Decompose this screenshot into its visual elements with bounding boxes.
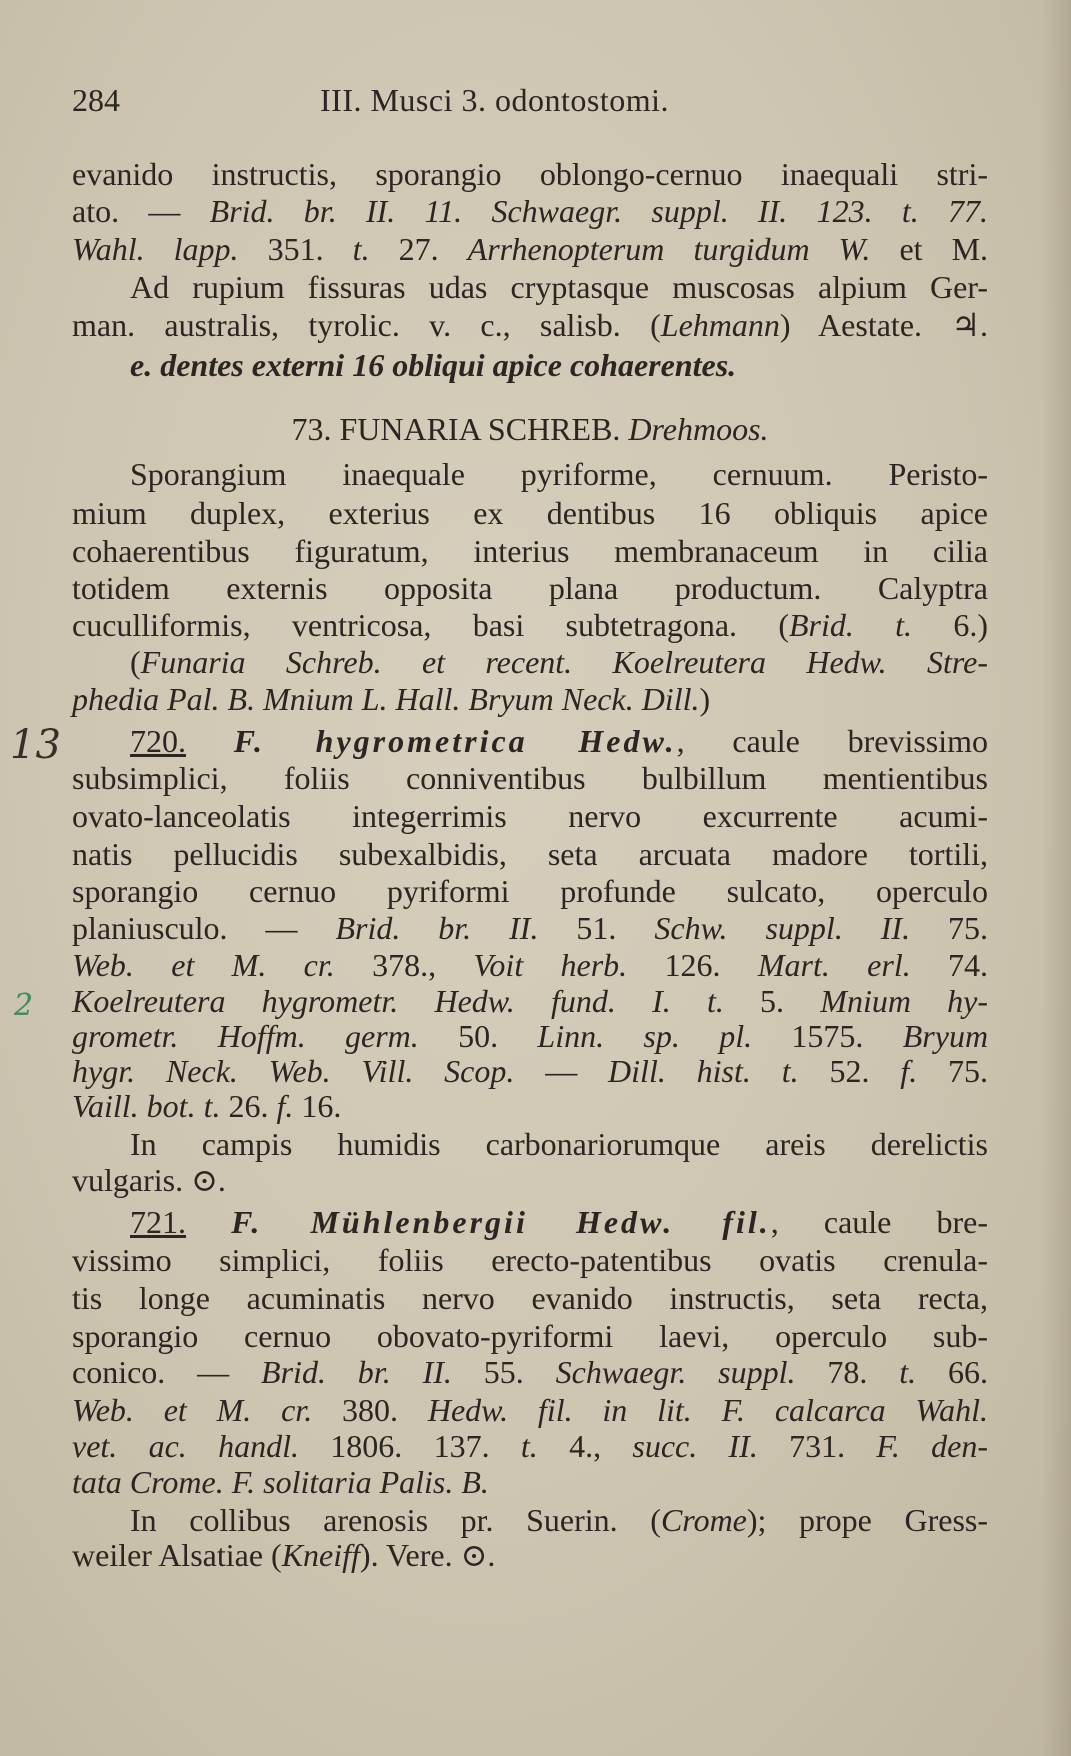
text-line bbox=[72, 1316, 988, 1356]
text-line bbox=[130, 721, 988, 761]
text-line bbox=[72, 1240, 988, 1280]
text-line bbox=[72, 229, 988, 269]
text-run bbox=[186, 1204, 231, 1240]
text-line bbox=[72, 191, 988, 231]
text-line bbox=[130, 345, 988, 385]
text-run: Dill. hist. t. bbox=[608, 1053, 799, 1089]
text-run: ); prope Gress- bbox=[746, 1502, 989, 1538]
text-line bbox=[72, 679, 988, 719]
text-run: hygr. Neck. Web. Vill. Scop. bbox=[72, 1053, 515, 1089]
text-run: In campis humidis carbonariorumque areis derelictis bbox=[130, 1126, 988, 1162]
text-line bbox=[72, 834, 988, 874]
text-run: man. australis, tyrolic. v. c., salisb. ( bbox=[72, 307, 661, 343]
text-run: ) Aestate. ♃. bbox=[779, 307, 989, 343]
text-run: 4., bbox=[537, 1428, 633, 1464]
text-run: 1575. bbox=[752, 1018, 903, 1054]
text-run: 6.) bbox=[912, 607, 989, 643]
text-run: vet. ac. handl. bbox=[72, 1428, 299, 1464]
text-line bbox=[72, 871, 988, 911]
text-run: 1806. 137. bbox=[298, 1428, 521, 1464]
text-run: evanido instructis, sporangio oblongo-cernuo inaequali stri- bbox=[72, 156, 988, 192]
text-line bbox=[72, 945, 988, 985]
text-run: Drehmoos. bbox=[628, 411, 769, 447]
species-number: 721. bbox=[130, 1204, 186, 1240]
text-line bbox=[72, 1016, 988, 1056]
text-run: 74. bbox=[910, 947, 989, 983]
text-run: Wahl. lapp. bbox=[72, 231, 239, 267]
text-run: planiusculo. — bbox=[72, 910, 336, 946]
text-run: weiler Alsatiae ( bbox=[72, 1537, 282, 1573]
text-run: Crome bbox=[660, 1502, 747, 1538]
text-run: Brid. br. II. bbox=[261, 1354, 452, 1390]
text-run: Brid. br. II. bbox=[335, 910, 539, 946]
text-run: 75. bbox=[910, 910, 989, 946]
text-run: cohaerentibus figuratum, interius membranaceum in cilia bbox=[72, 533, 988, 569]
text-run: sporangio cernuo pyriformi profunde sulcato, operculo bbox=[72, 873, 988, 909]
text-run: 380. bbox=[312, 1392, 428, 1428]
text-line bbox=[72, 493, 988, 533]
text-line bbox=[130, 267, 988, 307]
text-line bbox=[72, 154, 988, 194]
text-run: Kneiff bbox=[281, 1537, 360, 1573]
text-run: , caule brevissimo bbox=[676, 723, 989, 759]
text-run: Arrhenopterum turgidum W. bbox=[467, 231, 871, 267]
text-line bbox=[130, 454, 988, 494]
page-edge-shadow bbox=[1041, 0, 1071, 1756]
page-number: 284 bbox=[72, 82, 120, 118]
text-run: vissimo simplici, foliis erecto-patentibus ovatis crenula- bbox=[72, 1242, 988, 1278]
text-run: 66. bbox=[916, 1354, 989, 1390]
text-run: Schwaegr. suppl. bbox=[555, 1354, 796, 1390]
text-run: ato. — bbox=[72, 193, 210, 229]
text-run: 351. bbox=[238, 231, 353, 267]
handwritten-margin-note: 13 bbox=[10, 722, 61, 768]
text-run: Brid. br. II. 11. Schwaegr. suppl. II. 123. t. 77. bbox=[209, 193, 989, 229]
text-run: f. bbox=[276, 1088, 294, 1124]
text-run: t. bbox=[520, 1428, 538, 1464]
text-line bbox=[72, 409, 988, 449]
text-line bbox=[72, 605, 988, 645]
text-run: subsimplici, foliis conniventibus bulbillum mentientibus bbox=[72, 760, 988, 796]
text-run: t. bbox=[899, 1354, 917, 1390]
text-line bbox=[72, 305, 988, 345]
text-run: In collibus arenosis pr. Suerin. ( bbox=[130, 1502, 661, 1538]
text-run: 51. bbox=[538, 910, 655, 946]
text-line bbox=[72, 758, 988, 798]
text-line bbox=[72, 1160, 988, 1200]
text-run: tis longe acuminatis nervo evanido instructis, seta recta, bbox=[72, 1280, 988, 1316]
text-run: Sporangium inaequale pyriforme, cernuum. Peristo- bbox=[130, 456, 988, 492]
text-line bbox=[72, 1051, 988, 1091]
text-run: Schw. suppl. II. bbox=[654, 910, 911, 946]
text-run: Ad rupium fissuras udas cryptasque muscosas alpium Ger- bbox=[130, 269, 988, 305]
text-line bbox=[72, 1426, 988, 1466]
text-run: Web. et M. cr. bbox=[72, 1392, 313, 1428]
text-run: totidem externis opposita plana productum. Calyptra bbox=[72, 570, 988, 606]
text-run: 52. bbox=[798, 1053, 901, 1089]
text-run: , caule bre- bbox=[770, 1204, 989, 1240]
text-run: — bbox=[514, 1053, 609, 1089]
text-line bbox=[72, 796, 988, 836]
text-run: Hedw. fil. in lit. F. calcarca Wahl. bbox=[427, 1392, 989, 1428]
text-line bbox=[72, 1086, 988, 1126]
text-run: 55. bbox=[451, 1354, 556, 1390]
text-run: Bryum bbox=[902, 1018, 989, 1054]
text-line bbox=[130, 1124, 988, 1164]
text-run: ovato-lanceolatis integerrimis nervo excurrente acumi- bbox=[72, 798, 988, 834]
text-line bbox=[72, 568, 988, 608]
text-run: 75. bbox=[917, 1053, 989, 1089]
text-run: Funaria Schreb. et recent. Koelreutera Hedw. Stre- bbox=[140, 644, 988, 680]
text-run: sporangio cernuo obovato-pyriformi laevi, operculo sub- bbox=[72, 1318, 988, 1354]
handwritten-margin-note-green: 2 bbox=[14, 988, 34, 1023]
text-run: ( bbox=[130, 644, 141, 680]
text-run: phedia Pal. B. Mnium L. Hall. Bryum Neck. Dill. bbox=[72, 681, 700, 717]
text-run: 78. bbox=[795, 1354, 900, 1390]
species-number: 720. bbox=[130, 723, 186, 759]
text-run: F. den- bbox=[876, 1428, 988, 1464]
text-run: conico. — bbox=[72, 1354, 262, 1390]
running-title: III. Musci 3. odontostomi. bbox=[320, 82, 669, 118]
text-run: 73. FUNARIA SCHREB. bbox=[291, 411, 629, 447]
text-run: 27. bbox=[369, 231, 468, 267]
text-run: succ. II. bbox=[632, 1428, 758, 1464]
text-line bbox=[72, 1278, 988, 1318]
species-name: F. hygrometrica Hedw. bbox=[233, 723, 677, 759]
text-run: Mnium hy- bbox=[820, 983, 989, 1019]
text-run: 50. bbox=[418, 1018, 538, 1054]
text-line bbox=[72, 1535, 988, 1575]
text-run: Voit herb. bbox=[473, 947, 628, 983]
text-run: t. bbox=[352, 231, 370, 267]
text-line bbox=[72, 1462, 988, 1502]
text-line bbox=[72, 908, 988, 948]
text-run: Koelreutera hygrometr. Hedw. fund. I. t. bbox=[72, 983, 724, 1019]
text-run: Web. et M. cr. bbox=[72, 947, 335, 983]
text-run: ). Vere. ⊙. bbox=[359, 1537, 496, 1573]
text-run: Vaill. bot. t. bbox=[72, 1088, 221, 1124]
text-run: 378., bbox=[334, 947, 474, 983]
text-run: 5. bbox=[723, 983, 821, 1019]
text-run: mium duplex, exterius ex dentibus 16 obliquis apice bbox=[72, 495, 988, 531]
text-line bbox=[72, 531, 988, 571]
text-line bbox=[130, 1202, 988, 1242]
text-run bbox=[186, 723, 234, 759]
text-line bbox=[72, 981, 988, 1021]
text-run: 16. bbox=[293, 1088, 342, 1124]
text-run: Lehmann bbox=[660, 307, 780, 343]
text-run: natis pellucidis subexalbidis, seta arcuata madore tortili, bbox=[72, 836, 988, 872]
text-run: Mart. erl. bbox=[757, 947, 911, 983]
text-run: Linn. sp. pl. bbox=[537, 1018, 753, 1054]
text-run: grometr. Hoffm. germ. bbox=[72, 1018, 419, 1054]
text-run: f. bbox=[900, 1053, 918, 1089]
text-run: cuculliformis, ventricosa, basi subtetragona. ( bbox=[72, 607, 789, 643]
text-run: e. dentes externi 16 obliqui apice cohaerentes. bbox=[130, 347, 737, 383]
text-run: 731. bbox=[757, 1428, 877, 1464]
text-run: tata Crome. F. solitaria Palis. B. bbox=[72, 1464, 489, 1500]
species-name: F. Mühlenbergii Hedw. fil. bbox=[231, 1204, 771, 1240]
text-line bbox=[130, 642, 988, 682]
text-line bbox=[72, 1390, 988, 1430]
text-run: ) bbox=[699, 681, 711, 717]
text-line bbox=[72, 1352, 988, 1392]
text-run: vulgaris. ⊙. bbox=[72, 1162, 226, 1198]
text-run: Brid. t. bbox=[788, 607, 913, 643]
text-run: 26. bbox=[220, 1088, 277, 1124]
text-run: et M. bbox=[870, 231, 989, 267]
text-run: 126. bbox=[627, 947, 758, 983]
text-line bbox=[130, 1500, 988, 1540]
